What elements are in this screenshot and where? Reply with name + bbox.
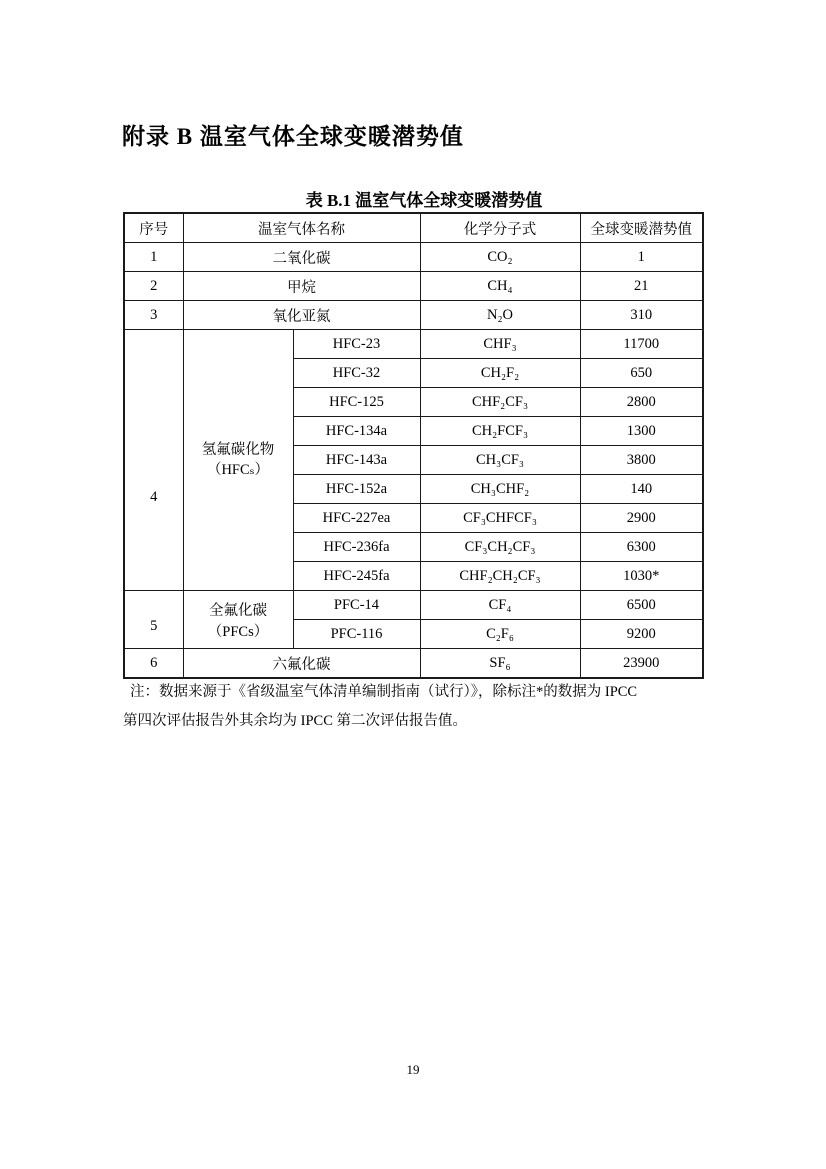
cell-gas: PFC-116: [293, 620, 420, 649]
cell-formula: CF₃CH₂CF₃: [420, 533, 580, 562]
table-row: [124, 649, 703, 679]
col-header-name: 温室气体名称: [183, 213, 420, 243]
table-row: [124, 591, 703, 620]
hfc-group-label-line2: （HFCₛ）: [206, 462, 270, 478]
table-row: [124, 272, 703, 301]
pfc-group-no: 5: [124, 591, 183, 649]
cell-formula: CHF₂CF₃: [420, 388, 580, 417]
col-header-formula: 化学分子式: [420, 213, 580, 243]
cell-no: 1: [124, 243, 183, 272]
cell-no: 2: [124, 272, 183, 301]
cell-formula: CH₃CHF₂: [420, 475, 580, 504]
cell-name: 六氟化碳: [183, 649, 420, 679]
col-header-no: 序号: [124, 213, 183, 243]
gwp-table: [123, 212, 704, 679]
table-row: [124, 301, 703, 330]
cell-gwp: 2900: [580, 504, 703, 533]
cell-name: 甲烷: [183, 272, 420, 301]
cell-gwp: 650: [580, 359, 703, 388]
cell-gwp: 1: [580, 243, 703, 272]
hfc-group-no: 4: [124, 330, 183, 591]
cell-gwp: 11700: [580, 330, 703, 359]
table-row: [124, 330, 703, 359]
cell-formula: CF₄: [420, 591, 580, 620]
cell-gwp: 1300: [580, 417, 703, 446]
cell-gas: HFC-32: [293, 359, 420, 388]
cell-no: 6: [124, 649, 183, 679]
cell-gwp: 23900: [580, 649, 703, 679]
col-header-gwp: 全球变暖潜势值: [580, 213, 703, 243]
cell-formula: SF₆: [420, 649, 580, 679]
cell-formula: CH₃CF₃: [420, 446, 580, 475]
cell-gwp: 21: [580, 272, 703, 301]
cell-gas: HFC-152a: [293, 475, 420, 504]
table-note-line1: 注：数据来源于《省级温室气体清单编制指南（试行）》，除标注*的数据为 IPCC: [130, 684, 638, 700]
cell-gwp: 3800: [580, 446, 703, 475]
table-row: [124, 243, 703, 272]
cell-formula: CH₂F₂: [420, 359, 580, 388]
cell-name: 二氧化碳: [183, 243, 420, 272]
cell-gas: HFC-143a: [293, 446, 420, 475]
cell-formula: C₂F₆: [420, 620, 580, 649]
cell-gas: HFC-134a: [293, 417, 420, 446]
hfc-group-label-line1: 氢氟碳化物: [201, 442, 275, 458]
cell-gwp: 9200: [580, 620, 703, 649]
table-header-row: [124, 213, 703, 243]
cell-formula: N₂O: [420, 301, 580, 330]
cell-gwp: 6500: [580, 591, 703, 620]
cell-gwp: 6300: [580, 533, 703, 562]
page-title: 附录 B 温室气体全球变暖潜势值: [122, 124, 464, 149]
cell-formula: CH₄: [420, 272, 580, 301]
cell-formula: CF₃CHFCF₃: [420, 504, 580, 533]
cell-gas: HFC-236fa: [293, 533, 420, 562]
cell-gas: HFC-23: [293, 330, 420, 359]
table-note-line2: 第四次评估报告外其余均为 IPCC 第二次评估报告值。: [123, 713, 467, 729]
cell-gwp: 140: [580, 475, 703, 504]
page-number: 19: [406, 1062, 420, 1077]
cell-gas: HFC-245fa: [293, 562, 420, 591]
pfc-group-label: 全氟化碳（PFCs）: [183, 591, 293, 649]
hfc-group-label: [183, 330, 293, 591]
cell-no: 3: [124, 301, 183, 330]
cell-gas: HFC-125: [293, 388, 420, 417]
cell-gwp: 2800: [580, 388, 703, 417]
cell-gas: PFC-14: [293, 591, 420, 620]
cell-name: 氧化亚氮: [183, 301, 420, 330]
cell-gwp: 310: [580, 301, 703, 330]
cell-formula: CH₂FCF₃: [420, 417, 580, 446]
cell-formula: CO₂: [420, 243, 580, 272]
table-caption: 表 B.1 温室气体全球变暖潜势值: [305, 191, 543, 210]
cell-gwp: 1030*: [580, 562, 703, 591]
cell-formula: CHF₃: [420, 330, 580, 359]
cell-gas: HFC-227ea: [293, 504, 420, 533]
cell-formula: CHF₂CH₂CF₃: [420, 562, 580, 591]
table-note: [123, 678, 715, 736]
